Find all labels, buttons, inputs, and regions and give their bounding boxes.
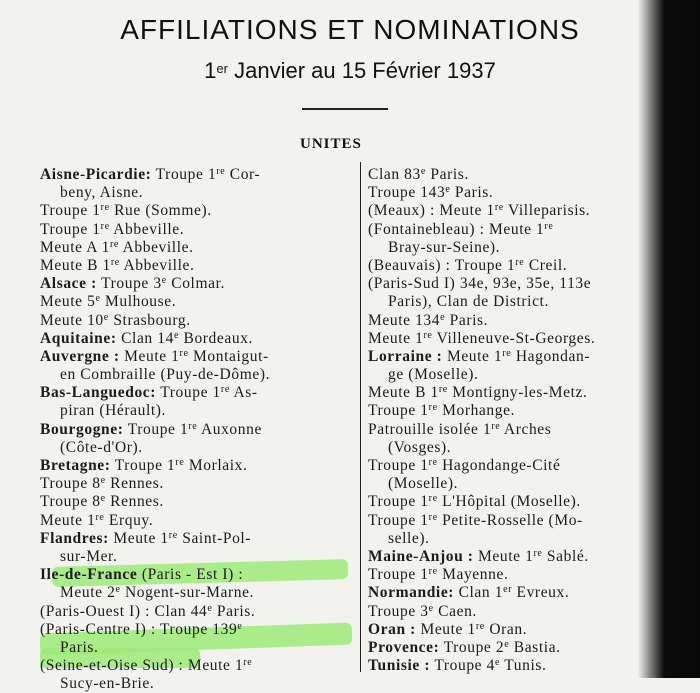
ordinal-suffix: re — [515, 256, 525, 268]
list-item — [368, 530, 650, 548]
list-item — [40, 202, 358, 220]
entry-text: Troupe 8 — [40, 493, 101, 511]
region-name: Oran : — [368, 620, 416, 638]
entry-place: Sablé. — [546, 547, 589, 565]
list-item — [368, 202, 650, 220]
entry-place: Erquy. — [108, 511, 154, 529]
entry-place: Villeneuve-St-Georges. — [436, 329, 596, 347]
entry-place: Paris. — [430, 166, 469, 183]
list-item — [368, 603, 650, 621]
ordinal-suffix: re — [438, 384, 448, 396]
entry-place: Rennes. — [110, 475, 164, 493]
entry-text: (Vosges). — [388, 438, 452, 456]
entry-text: beny, Aisne. — [60, 184, 144, 202]
list-item — [368, 330, 650, 348]
ordinal-suffix: re — [544, 220, 554, 232]
entry-text: Meute 1 — [478, 547, 534, 565]
entry-place: L'Hôpital (Moselle). — [442, 493, 581, 511]
entry-place: Montaigut- — [193, 347, 269, 365]
list-item — [368, 384, 650, 402]
ordinal-suffix: re — [428, 511, 438, 523]
list-item — [40, 603, 358, 621]
region-name: Normandie: — [368, 584, 455, 602]
entry-text: Clan 1 — [458, 584, 504, 602]
list-item — [368, 239, 650, 257]
entry-text: Troupe 4 — [434, 657, 495, 675]
entry-place: Nogent-sur-Marne. — [124, 584, 255, 602]
entry-text: Troupe 1 — [368, 402, 429, 420]
list-item — [40, 293, 358, 311]
region-name: Maine-Anjou : — [368, 547, 474, 565]
region-name: Flandres: — [40, 529, 109, 547]
entry-place: Morhange. — [442, 402, 516, 420]
ordinal-suffix: re — [494, 202, 504, 214]
list-item — [368, 639, 650, 657]
list-item — [368, 457, 650, 475]
list-item — [368, 657, 650, 675]
list-item — [40, 530, 358, 548]
list-item — [40, 512, 358, 530]
entry-place: Auxonne — [200, 420, 262, 438]
entry-text: (Paris-Sud I) 34e, 93e, 35e, 113e — [368, 275, 592, 293]
ordinal-suffix: re — [428, 402, 438, 414]
ordinal-suffix: re — [109, 238, 119, 250]
entry-text: (Côte-d'Or). — [60, 438, 143, 456]
entry-text: Meute B 1 — [368, 384, 439, 402]
ordinal-suffix: e — [445, 184, 451, 196]
region-name: Provence: — [368, 638, 440, 656]
entry-text: Meute 1 — [368, 329, 424, 347]
entry-text: Troupe 1 — [160, 384, 221, 402]
entry-place: Petite-Rosselle (Mo- — [442, 511, 583, 529]
entry-place: Morlaix. — [188, 457, 248, 474]
list-item — [368, 293, 650, 311]
entry-text: Troupe 3 — [368, 602, 429, 620]
entry-text: Meute 10 — [40, 311, 104, 329]
list-item — [368, 402, 650, 420]
entry-place: Montigny-les-Metz. — [452, 384, 588, 402]
entry-text: Meute 1 — [113, 529, 169, 547]
list-item — [40, 330, 358, 348]
ordinal-suffix: e — [494, 657, 501, 669]
list-item — [40, 257, 358, 275]
list-item — [368, 493, 650, 511]
list-item — [40, 548, 358, 566]
region-name: Bas-Languedoc: — [40, 384, 157, 402]
entry-text: Meute 5 — [40, 293, 96, 311]
date-range-subtitle — [0, 58, 700, 84]
entry-text: en Combraille (Puy-de-Dôme). — [60, 366, 271, 384]
entry-text: Meute 1 — [40, 511, 96, 529]
list-item — [368, 221, 650, 239]
ordinal-suffix: e — [100, 493, 106, 505]
entry-place: Villeparisis. — [508, 202, 591, 220]
title-rule — [302, 108, 388, 110]
entry-text: Troupe 3 — [101, 275, 162, 293]
list-item — [40, 421, 358, 439]
list-item — [40, 639, 358, 657]
list-item — [40, 621, 358, 639]
entry-text: (Fontainebleau) : Meute 1 — [368, 220, 545, 238]
entry-place: Cor- — [229, 166, 261, 183]
column-divider — [360, 162, 361, 672]
entry-text: Paris. — [60, 638, 99, 656]
entry-place: Bordeaux. — [183, 329, 254, 347]
ordinal-suffix: e — [420, 166, 426, 177]
list-item — [40, 239, 358, 257]
ordinal-suffix: e — [237, 620, 243, 632]
ordinal-suffix: re — [179, 347, 189, 359]
entry-text: Troupe 2 — [443, 638, 505, 656]
entry-text: sur-Mer. — [60, 547, 118, 565]
list-item — [40, 366, 358, 384]
list-item — [368, 512, 650, 530]
ordinal-suffix: re — [243, 657, 253, 669]
list-item — [40, 584, 358, 602]
entry-place: Abbeville. — [123, 256, 195, 274]
list-item — [40, 493, 358, 511]
entry-text: (Paris-Ouest I) : Clan 44 — [40, 602, 208, 620]
entry-text: (Moselle). — [388, 475, 459, 493]
entry-text: Meute 134 — [368, 311, 441, 329]
entry-place: Strasbourg. — [113, 311, 191, 329]
entry-text: Meute 1 — [446, 347, 503, 365]
entry-text: Troupe 1 — [40, 220, 101, 238]
ordinal-suffix: re — [100, 202, 110, 214]
entry-text: Sucy-en-Brie. — [60, 675, 155, 693]
list-item — [368, 348, 650, 366]
ordinal-suffix: re — [428, 566, 438, 578]
entry-place: Rue (Somme). — [114, 202, 212, 220]
ordinal-suffix: re — [428, 457, 438, 468]
list-item — [368, 621, 650, 639]
region-name: Alsace : — [40, 275, 97, 293]
entry-text: Meute 1 — [124, 347, 180, 365]
ordinal-suffix: re — [175, 457, 185, 468]
ordinal-suffix: re — [533, 547, 543, 559]
region-name: Bourgogne: — [40, 420, 124, 438]
ordinal-suffix: re — [188, 420, 198, 432]
entry-place: Caen. — [438, 602, 477, 620]
entry-place: Mulhouse. — [104, 293, 177, 311]
region-name: Tunisie : — [368, 657, 431, 675]
ordinal-suffix: re — [216, 166, 226, 177]
ordinal-suffix: re — [168, 529, 178, 541]
entry-place: Arches — [503, 420, 552, 438]
list-item — [368, 366, 650, 384]
ordinal-suffix: re — [100, 220, 110, 232]
ordinal-suffix: e — [173, 329, 180, 341]
page-title: AFFILIATIONS ET NOMINATIONS — [120, 14, 580, 45]
list-item — [40, 348, 358, 366]
ordinal-suffix: e — [207, 602, 213, 614]
entry-text: (Paris-Centre I) : Troupe 139 — [40, 620, 238, 638]
entry-text: Bray-sur-Seine). — [388, 238, 501, 256]
entry-text: Troupe 1 — [368, 457, 429, 474]
list-item — [368, 312, 650, 330]
entry-place: As- — [233, 384, 258, 402]
region-name: Aisne-Picardie: — [40, 166, 152, 183]
entry-text: Troupe 1 — [40, 202, 101, 220]
entry-text: Troupe 1 — [368, 511, 429, 529]
entry-text: Meute B 1 — [40, 256, 111, 274]
list-item — [368, 184, 650, 202]
entry-place: Saint-Pol- — [182, 529, 252, 547]
entry-text: Troupe 1 — [127, 420, 189, 438]
entry-place: Abbeville. — [113, 220, 185, 238]
entry-place: Oran. — [489, 620, 528, 638]
list-item — [40, 184, 358, 202]
entry-place: Mayenne. — [442, 566, 509, 584]
list-item — [368, 548, 650, 566]
entry-place: Bastia. — [513, 638, 561, 656]
list-item — [368, 166, 650, 184]
entry-place: Rennes. — [110, 493, 164, 511]
list-item — [368, 475, 650, 493]
entry-place: Hagondange-Cité — [442, 457, 561, 474]
ordinal-suffix: e — [115, 584, 121, 596]
entry-text: Troupe 1 — [368, 493, 429, 511]
region-name: Aquitaine: — [40, 329, 117, 347]
section-heading: UNITES — [300, 136, 362, 152]
list-item — [40, 439, 358, 457]
entry-text: ge (Moselle). — [388, 366, 479, 384]
entry-text: Meute A 1 — [40, 238, 110, 256]
region-name: Auvergne : — [40, 347, 120, 365]
entry-text: Meute 1 — [420, 620, 476, 638]
list-item — [40, 275, 358, 293]
ordinal-suffix: e — [428, 602, 434, 614]
left-column — [40, 166, 358, 693]
entry-text: Clan 14 — [121, 329, 174, 347]
region-name: Lorraine : — [368, 347, 443, 365]
entry-text: (Paris - Est I) : — [141, 566, 244, 584]
list-item — [368, 584, 650, 602]
list-item — [40, 402, 358, 420]
region-name: Ile-de-France — [40, 566, 138, 584]
list-item — [40, 384, 358, 402]
entry-place: Evreux. — [516, 584, 570, 602]
list-item — [368, 275, 650, 293]
list-item — [40, 221, 358, 239]
ordinal-suffix: re — [428, 493, 438, 505]
entry-text: Paris), Clan de District. — [388, 293, 549, 311]
ordinal-suffix: e — [103, 311, 109, 323]
list-item — [40, 566, 358, 584]
ordinal-suffix: re — [475, 620, 485, 632]
ordinal-suffix: e — [161, 275, 167, 287]
entry-place: Abbeville. — [122, 238, 194, 256]
entry-text: selle). — [388, 529, 430, 547]
ordinal-suffix: re — [110, 256, 120, 268]
ordinal-suffix: re — [491, 420, 501, 432]
entry-text: (Meaux) : Meute 1 — [368, 202, 495, 220]
entry-text: Troupe 1 — [368, 566, 429, 584]
list-item — [368, 439, 650, 457]
entry-place: Paris. — [216, 602, 256, 620]
entry-text: Troupe 143 — [368, 184, 446, 202]
entry-place: Paris. — [449, 311, 489, 329]
list-item — [40, 312, 358, 330]
entry-text: Meute 2 — [60, 584, 116, 602]
list-item — [40, 657, 358, 675]
ordinal-suffix: e — [100, 475, 106, 487]
entry-place: Hagondan- — [515, 347, 591, 365]
list-item — [40, 457, 358, 475]
entry-text: (Seine-et-Oise Sud) : Meute 1 — [40, 657, 244, 675]
entry-text: Clan 83 — [368, 166, 421, 183]
entry-text: piran (Hérault). — [60, 402, 166, 420]
entry-place: Colmar. — [171, 275, 225, 293]
entry-text: Troupe 8 — [40, 475, 101, 493]
ordinal-suffix: re — [423, 329, 433, 341]
entry-place: Tunis. — [504, 657, 547, 675]
ordinal-suffix: re — [220, 384, 230, 396]
entry-text: Troupe 1 — [114, 457, 176, 474]
list-item — [40, 166, 358, 184]
list-item — [368, 421, 650, 439]
ordinal-suffix: re — [502, 347, 512, 359]
ordinal-suffix: re — [95, 511, 105, 523]
entry-text: (Beauvais) : Troupe 1 — [368, 256, 516, 274]
region-name: Bretagne: — [40, 457, 111, 474]
list-item — [368, 257, 650, 275]
entry-text: Patrouille isolée 1 — [368, 420, 492, 438]
subtitle-day-suffix: er — [216, 61, 228, 76]
ordinal-suffix: er — [503, 584, 513, 596]
subtitle-day: 1 — [204, 58, 217, 83]
entry-text: Troupe 1 — [155, 166, 217, 183]
ordinal-suffix: e — [440, 311, 446, 323]
ordinal-suffix: e — [95, 293, 101, 305]
ordinal-suffix: e — [504, 638, 510, 650]
list-item — [40, 475, 358, 493]
entry-place: Creil. — [528, 256, 568, 274]
subtitle-rest: Janvier au 15 Février 1937 — [234, 58, 496, 83]
right-column — [368, 166, 650, 675]
list-item — [368, 566, 650, 584]
entry-place: Paris. — [454, 184, 494, 202]
